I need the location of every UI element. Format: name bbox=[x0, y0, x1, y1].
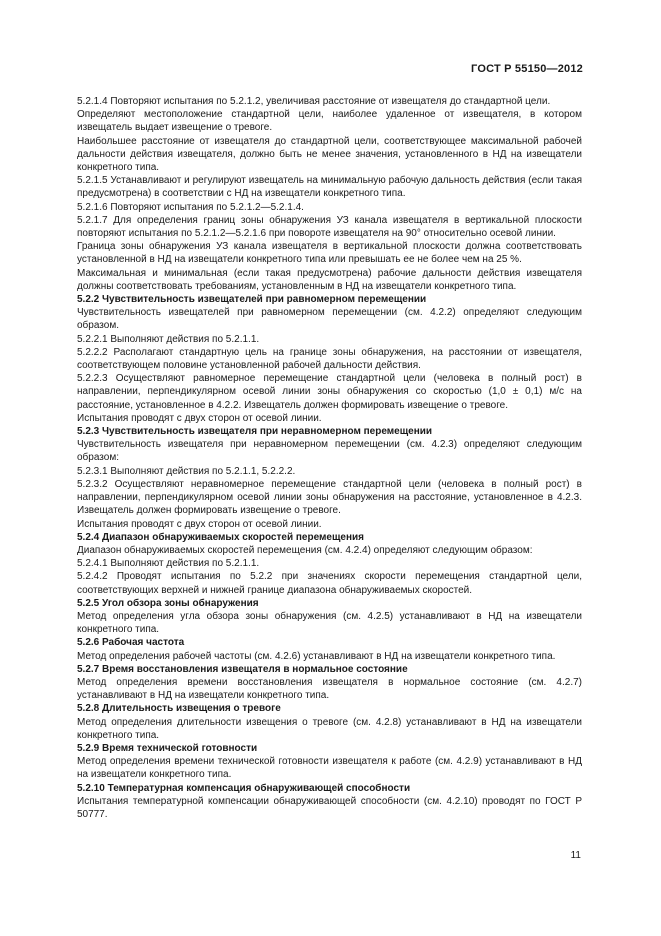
paragraph: 5.2.2.3 Осуществляют равномерное перемещение стандартной цели (человека в полный рост) в направлении, перпендикулярном осевой линии зоны обнаружения со скоростью (1,0 ± 0,1) м/с на расстояние, установленное в 4.2.2. Извещатель должен формировать извещение о тревоге. bbox=[77, 373, 582, 411]
paragraph: 5.2.1.7 Для определения границ зоны обнаружения УЗ канала извещателя в вертикальной плоскости повторяют испытания по 5.2.1.2—5.2.1.6 при повороте извещателя на 90° относительно осевой линии. bbox=[77, 214, 582, 240]
document-header: ГОСТ Р 55150—2012 bbox=[471, 63, 583, 75]
paragraph: Определяют местоположение стандартной цели, наиболее удаленное от извещателя, в котором извещатель выдает извещение о тревоге. bbox=[77, 109, 582, 134]
paragraph: Максимальная и минимальная (если такая предусмотрена) рабочие дальности действия извещателя должны соответствовать требованиям, установленным в НД на извещатели конкретного типа. bbox=[77, 267, 582, 292]
document-body bbox=[77, 95, 582, 821]
section-heading: 5.2.2 Чувствительность извещателей при равномерном перемещении bbox=[77, 294, 427, 306]
paragraph: Метод определения длительности извещения о тревоге (см. 4.2.8) устанавливают в НД на извещатели конкретного типа. bbox=[77, 716, 582, 741]
paragraph: 5.2.4.2 Проводят испытания по 5.2.2 при значениях скорости перемещения стандартной цели, соответствующих верхней и нижней границе диапазона обнаруживаемых скоростей. bbox=[77, 571, 582, 596]
paragraph: 5.2.3.2 Осуществляют неравномерное перемещение стандартной цели (человека в полный рост) в направлении, перпендикулярном осевой линии зоны обнаружения на расстояние, установленное в 4.2.3. Извещатель должен формировать извещение о тревоге. bbox=[77, 478, 582, 517]
paragraph: 5.2.1.6 Повторяют испытания по 5.2.1.2—5.2.1.4. bbox=[77, 201, 304, 213]
paragraph: 5.2.2.2 Располагают стандартную цель на границе зоны обнаружения, на расстоянии от извещателя, соответствующем половине установленной рабочей дальности действия. bbox=[77, 346, 582, 372]
paragraph: 5.2.1.5 Устанавливают и регулируют извещатель на минимальную рабочую дальность действия (если такая предусмотрена) в соответствии с НД на извещатели конкретного типа. bbox=[77, 175, 582, 200]
paragraph: Диапазон обнаруживаемых скоростей перемещения (см. 4.2.4) определяют следующим образом: bbox=[77, 544, 533, 556]
section-heading: 5.2.6 Рабочая частота bbox=[77, 637, 185, 649]
paragraph: Испытания температурной компенсации обнаруживающей способности (см. 4.2.10) проводят по ГОСТ Р 50777. bbox=[77, 795, 582, 820]
section-heading: 5.2.9 Время технической готовности bbox=[77, 742, 258, 754]
section-heading: 5.2.10 Температурная компенсация обнаруживающей способности bbox=[77, 782, 411, 794]
section-heading: 5.2.8 Длительность извещения о тревоге bbox=[77, 703, 281, 715]
paragraph: Наибольшее расстояние от извещателя до стандартной цели, соответствующее максимальной рабочей дальности действия извещателя, должно быть не менее значения, установленного в НД на извещатели конкретного типа. bbox=[77, 135, 582, 174]
section-heading: 5.2.7 Время восстановления извещателя в нормальное состояние bbox=[77, 663, 408, 675]
page-number: 11 bbox=[570, 850, 581, 861]
paragraph: Испытания проводят с двух сторон от осевой линии. bbox=[77, 412, 322, 424]
paragraph: Граница зоны обнаружения УЗ канала извещателя в вертикальной плоскости должна соответствовать установленной в НД на извещатели конкретного типа или превышать ее не более чем на 25 %. bbox=[77, 241, 582, 266]
paragraph: Метод определения времени восстановления извещателя в нормальное состояние (см. 4.2.7) устанавливают в НД на извещатели конкретного типа. bbox=[77, 676, 582, 702]
paragraph: Чувствительность извещателя при неравномерном перемещении (см. 4.2.3) определяют следующим образом: bbox=[77, 439, 582, 464]
paragraph: 5.2.3.1 Выполняют действия по 5.2.1.1, 5.2.2.2. bbox=[77, 465, 296, 477]
section-heading: 5.2.4 Диапазон обнаруживаемых скоростей перемещения bbox=[77, 531, 364, 543]
paragraph: 5.2.4.1 Выполняют действия по 5.2.1.1. bbox=[77, 558, 260, 570]
section-heading: 5.2.5 Угол обзора зоны обнаружения bbox=[77, 597, 259, 609]
paragraph: 5.2.1.4 Повторяют испытания по 5.2.1.2, увеличивая расстояние от извещателя до стандартной цели. bbox=[77, 96, 551, 107]
paragraph: 5.2.2.1 Выполняют действия по 5.2.1.1. bbox=[77, 333, 260, 345]
section-heading: 5.2.3 Чувствительность извещателя при неравномерном перемещении bbox=[77, 426, 433, 438]
paragraph: Метод определения угла обзора зоны обнаружения (см. 4.2.5) устанавливают в НД на извещатели конкретного типа. bbox=[77, 610, 582, 636]
paragraph: Испытания проводят с двух сторон от осевой линии. bbox=[77, 518, 322, 530]
paragraph: Метод определения рабочей частоты (см. 4.2.6) устанавливают в НД на извещатели конкретного типа. bbox=[77, 650, 556, 662]
paragraph: Чувствительность извещателей при равномерном перемещении (см. 4.2.2) определяют следующим образом. bbox=[77, 307, 582, 332]
paragraph: Метод определения времени технической готовности извещателя к работе (см. 4.2.9) устанавливают в НД на извещатели конкретного типа. bbox=[77, 756, 582, 781]
